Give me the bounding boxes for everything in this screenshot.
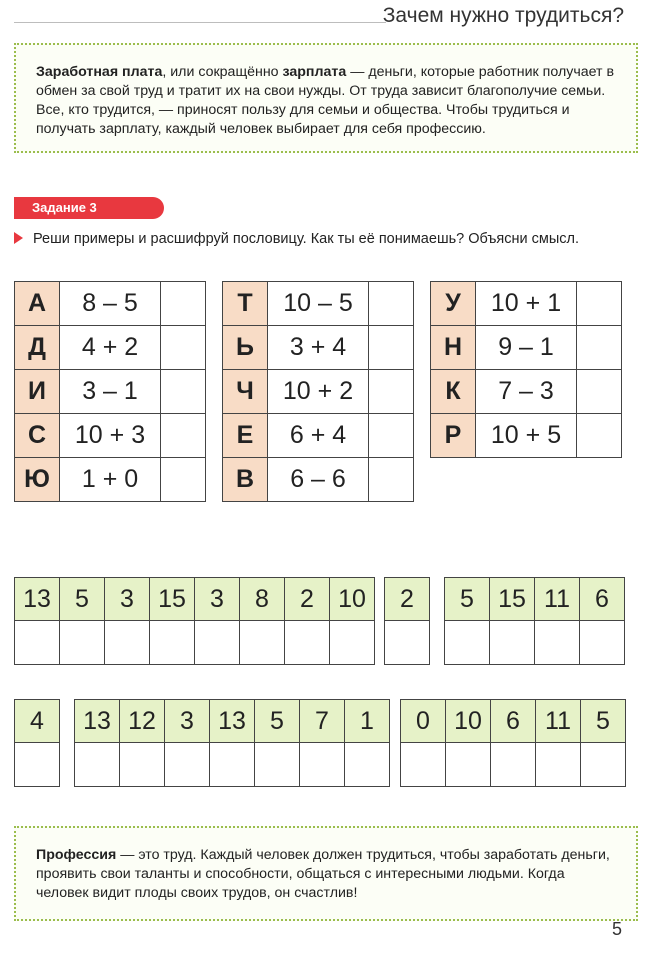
answer-box[interactable] (577, 370, 622, 414)
exercise-row (15, 458, 206, 502)
decoded-letter-box[interactable] (445, 621, 489, 664)
code-cell (59, 578, 104, 664)
code-number: 0 (401, 700, 445, 743)
exercise-table-3 (430, 281, 622, 458)
math-expression: 10 + 3 (60, 414, 161, 458)
cipher-letter: Р (431, 414, 476, 458)
decoded-letter-box[interactable] (240, 621, 284, 664)
cipher-letter: С (15, 414, 60, 458)
answer-box[interactable] (369, 326, 414, 370)
term-salary-short: зарплата (282, 64, 347, 80)
cipher-letter: Е (223, 414, 268, 458)
code-number: 6 (580, 578, 624, 621)
code-cell (149, 578, 194, 664)
exercise-row (223, 414, 414, 458)
code-word-group (400, 699, 626, 787)
decoded-letter-box[interactable] (536, 743, 580, 786)
decoded-letter-box[interactable] (255, 743, 299, 786)
cipher-letter: В (223, 458, 268, 502)
code-number: 11 (536, 700, 580, 743)
decoded-letter-box[interactable] (285, 621, 329, 664)
decoded-letter-box[interactable] (300, 743, 344, 786)
code-cell (15, 700, 59, 786)
code-cell (445, 578, 489, 664)
math-expression: 6 + 4 (268, 414, 369, 458)
page-number: 5 (611, 919, 622, 939)
code-number: 5 (445, 578, 489, 621)
code-cell (75, 700, 119, 786)
code-cell (534, 578, 579, 664)
answer-box[interactable] (161, 282, 206, 326)
decoded-letter-box[interactable] (581, 743, 625, 786)
answer-box[interactable] (369, 282, 414, 326)
code-cell (104, 578, 149, 664)
cipher-letter: Ю (15, 458, 60, 502)
answer-box[interactable] (369, 458, 414, 502)
code-cell (580, 700, 625, 786)
code-cell (385, 578, 429, 664)
decoded-letter-box[interactable] (60, 621, 104, 664)
math-expression: 6 – 6 (268, 458, 369, 502)
answer-box[interactable] (161, 326, 206, 370)
code-number: 10 (330, 578, 374, 621)
exercise-row (15, 282, 206, 326)
decoded-letter-box[interactable] (330, 621, 374, 664)
exercise-row (15, 370, 206, 414)
math-expression: 8 – 5 (60, 282, 161, 326)
code-cell (579, 578, 624, 664)
exercise-row (15, 414, 206, 458)
code-cell (490, 700, 535, 786)
header-rule (14, 22, 386, 23)
decoded-letter-box[interactable] (535, 621, 579, 664)
code-cell (329, 578, 374, 664)
code-number: 2 (385, 578, 429, 621)
decoded-letter-box[interactable] (446, 743, 490, 786)
math-expression: 10 + 2 (268, 370, 369, 414)
code-number: 13 (15, 578, 59, 621)
code-cell (194, 578, 239, 664)
code-cell (164, 700, 209, 786)
exercise-row (15, 326, 206, 370)
cipher-letter: К (431, 370, 476, 414)
code-word-group (74, 699, 390, 787)
code-word-group (14, 577, 375, 665)
decoded-letter-box[interactable] (150, 621, 194, 664)
triangle-bullet-icon (14, 232, 23, 244)
code-cell (445, 700, 490, 786)
decoded-letter-box[interactable] (490, 621, 534, 664)
decoded-letter-box[interactable] (210, 743, 254, 786)
exercise-row (431, 326, 622, 370)
code-number: 6 (491, 700, 535, 743)
decoded-letter-box[interactable] (195, 621, 239, 664)
code-number: 3 (195, 578, 239, 621)
answer-box[interactable] (161, 458, 206, 502)
math-expression: 3 + 4 (268, 326, 369, 370)
exercise-row (223, 282, 414, 326)
instruction-text: Реши примеры и расшифруй пословицу. Как ты её понимаешь? Объясни смысл. (33, 231, 580, 247)
answer-box[interactable] (577, 414, 622, 458)
answer-box[interactable] (369, 370, 414, 414)
cipher-letter: И (15, 370, 60, 414)
code-number: 2 (285, 578, 329, 621)
code-cell (299, 700, 344, 786)
code-number: 15 (150, 578, 194, 621)
decoded-letter-box[interactable] (580, 621, 624, 664)
decoded-letter-box[interactable] (15, 743, 59, 786)
math-expression: 10 – 5 (268, 282, 369, 326)
definition-text: , или сокращённо (162, 64, 283, 80)
code-number: 10 (446, 700, 490, 743)
answer-box[interactable] (577, 326, 622, 370)
decoded-letter-box[interactable] (105, 621, 149, 664)
cipher-letter: У (431, 282, 476, 326)
decoded-letter-box[interactable] (75, 743, 119, 786)
decoded-letter-box[interactable] (491, 743, 535, 786)
code-cell (344, 700, 389, 786)
code-number: 8 (240, 578, 284, 621)
answer-box[interactable] (161, 370, 206, 414)
decoded-letter-box[interactable] (15, 621, 59, 664)
exercise-table-1 (14, 281, 206, 502)
cipher-letter: А (15, 282, 60, 326)
code-cell (15, 578, 59, 664)
task-instruction (14, 231, 579, 247)
math-expression: 3 – 1 (60, 370, 161, 414)
answer-box[interactable] (577, 282, 622, 326)
cipher-letter: Т (223, 282, 268, 326)
code-number: 3 (165, 700, 209, 743)
cipher-letter: Н (431, 326, 476, 370)
code-cell (489, 578, 534, 664)
code-number: 15 (490, 578, 534, 621)
task-badge: Задание 3 (14, 197, 164, 219)
answer-box[interactable] (369, 414, 414, 458)
answer-box[interactable] (161, 414, 206, 458)
code-cell (254, 700, 299, 786)
cipher-letter: Д (15, 326, 60, 370)
code-cell (209, 700, 254, 786)
math-expression: 7 – 3 (476, 370, 577, 414)
math-expression: 10 + 5 (476, 414, 577, 458)
code-number: 5 (581, 700, 625, 743)
code-number: 4 (15, 700, 59, 743)
term-profession: Профессия (36, 847, 117, 863)
definition-text: — это труд. Каждый человек должен трудиться, чтобы заработать деньги, проявить свои таланты и способности, общаться с интересными людьми. Когда человек видит плоды своих трудов, он счастлив! (36, 847, 610, 901)
code-number: 7 (300, 700, 344, 743)
definition-text: — деньги, которые работник получает в обмен за свой труд и тратит их на свои нужды. От труда зависит благополучие семьи. Все, кто трудится, — приносят пользу для семьи и общества. Чтобы трудиться и получать зарплату, каждый человек выбирает для себя профессию. (36, 64, 614, 137)
definition-box-salary (14, 43, 638, 153)
exercise-row (223, 458, 414, 502)
math-expression: 9 – 1 (476, 326, 577, 370)
code-cell (535, 700, 580, 786)
exercise-row (431, 370, 622, 414)
exercise-row (223, 326, 414, 370)
exercise-row (431, 414, 622, 458)
code-number: 12 (120, 700, 164, 743)
definition-box-profession (14, 826, 638, 921)
code-number: 1 (345, 700, 389, 743)
cipher-letter: Ь (223, 326, 268, 370)
math-expression: 1 + 0 (60, 458, 161, 502)
decoded-letter-box[interactable] (345, 743, 389, 786)
decoded-letter-box[interactable] (165, 743, 209, 786)
code-cell (401, 700, 445, 786)
exercise-table-2 (222, 281, 414, 502)
decoded-letter-box[interactable] (120, 743, 164, 786)
page-title: Зачем нужно трудиться? (382, 4, 624, 27)
exercise-row (223, 370, 414, 414)
code-cell (239, 578, 284, 664)
exercise-row (431, 282, 622, 326)
code-number: 13 (210, 700, 254, 743)
code-number: 5 (60, 578, 104, 621)
term-salary: Заработная плата (36, 64, 163, 80)
decoded-letter-box[interactable] (401, 743, 445, 786)
code-cell (119, 700, 164, 786)
code-word-group (384, 577, 430, 665)
code-word-group (14, 699, 60, 787)
code-number: 5 (255, 700, 299, 743)
math-expression: 4 + 2 (60, 326, 161, 370)
code-number: 13 (75, 700, 119, 743)
math-expression: 10 + 1 (476, 282, 577, 326)
code-word-group (444, 577, 625, 665)
code-number: 11 (535, 578, 579, 621)
decoded-letter-box[interactable] (385, 621, 429, 664)
cipher-letter: Ч (223, 370, 268, 414)
code-number: 3 (105, 578, 149, 621)
code-cell (284, 578, 329, 664)
